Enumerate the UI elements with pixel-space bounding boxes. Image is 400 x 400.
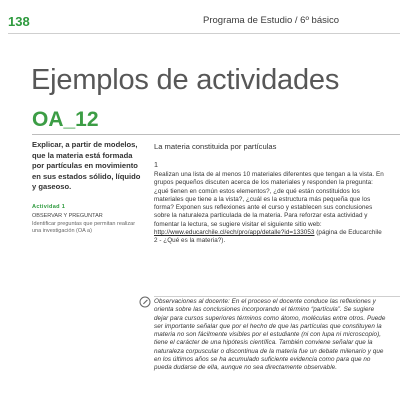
activity-link[interactable]: http://www.educarchile.cl/ech/pro/app/detalle?id=133053 — [154, 229, 315, 237]
activity-skill: OBSERVAR Y PREGUNTAR — [32, 213, 103, 219]
teacher-note-divider — [154, 296, 400, 297]
activity-skill-description: Identificar preguntas que permitan realizar una investigación (OA a) — [32, 221, 136, 235]
objective-code: OA_12 — [32, 108, 99, 131]
section-title: La materia constituida por partículas — [154, 142, 277, 151]
teacher-note-text: En el proceso el docente conduce las reflexiones y orienta sobre las conclusiones incorporando el término “partícula”. Se sugiere dejar para cursos superiores términos como átomo, moléculas entre otros. Puede ser importante señalar que por el hecho de que las partículas que constituyen la materia no son fácilmente visibles por el estudiante (ni con lupa ni microscopio), tiene el carácter de una hipótesis científica. También conviene señalar que la naturaleza corpuscular o discontinua de la materia fue un debate milenario y que en los últimos años se ha acumulado suficiente evidencia como para que no pueda dudarse de ella, aunque no sea directamente observable. — [154, 298, 386, 372]
teacher-note-icon — [139, 296, 151, 308]
activity-text — [154, 171, 386, 246]
activity-body-end: (página de Educarchile 2 - ¿Qué es la materia?). — [154, 229, 382, 245]
page-number: 138 — [8, 14, 30, 29]
objective-text: Explicar, a partir de modelos, que la materia está formada por partículas en movimiento en sus estados sólido, líquido y gaseoso. — [32, 140, 141, 192]
teacher-note — [154, 298, 388, 373]
program-title: Programa de Estudio / 6º básico — [203, 15, 340, 26]
header-divider — [8, 33, 400, 34]
activity-label: Actividad 1 — [32, 204, 66, 210]
teacher-note-lead: Observaciones al docente: — [154, 298, 230, 305]
objective-divider — [32, 134, 400, 135]
activity-body: Realizan una lista de al menos 10 materiales diferentes que tengan a la vista. En grupos pequeños discuten acerca de los materiales y responden la pregunta: ¿qué tienen en común estos elementos?, ¿de qué están constituidos los materiales que tiene a la vista?, ¿cuál es la estructura más pequeña que los forma? Exponen sus reflexiones ante el curso y establecen sus conclusiones sobre la naturaleza particulada de la materia. Para reforzar esta actividad y fomentar la lectura, se sugiere visitar el siguiente sitio web: — [154, 171, 384, 228]
page-title: Ejemplos de actividades — [31, 64, 340, 96]
activity-number: 1 — [154, 160, 158, 169]
